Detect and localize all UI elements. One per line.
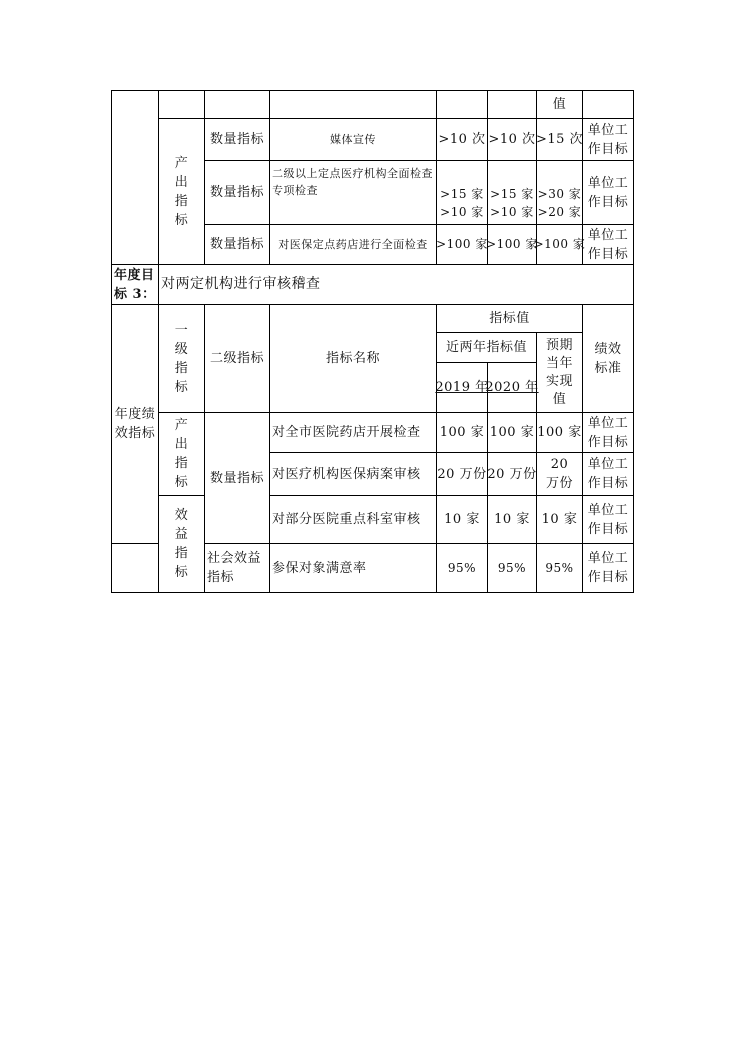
t1-r0-c8 [583, 91, 634, 119]
t2-row3-2019: 10 家 [437, 496, 488, 544]
t2-social-benefit: 社会效益指标 [205, 544, 270, 593]
t2-row4-expected: 95% [537, 544, 583, 593]
t2-row3-2020: 10 家 [488, 496, 537, 544]
t1-row2-expected: >30 家 >20 家 [537, 161, 583, 225]
t2-row3-name: 对部分医院重点科室审核 [270, 496, 437, 544]
t1-r0-c4 [270, 91, 437, 119]
t2-row4-2019: 95% [437, 544, 488, 593]
t2-row3-standard: 单位工作目标 [583, 496, 634, 544]
t1-row3-level2: 数量指标 [205, 225, 270, 265]
t2-row3-expected: 10 家 [537, 496, 583, 544]
t2-row2-expected: 20 万份 [537, 453, 583, 496]
t1-r0-c3 [205, 91, 270, 119]
header-2020: 2020 年 [488, 363, 537, 413]
t2-row4-name: 参保对象满意率 [270, 544, 437, 593]
header-expected: 预期当年实现值 [537, 333, 583, 413]
t1-row1-2019: >10 次 [437, 119, 488, 161]
header-level1: 一级指标 [159, 305, 205, 413]
t1-row3-name: 对医保定点药店进行全面检查 [270, 225, 437, 265]
header-recent-two: 近两年指标值 [437, 333, 537, 363]
t2-row1-2020: 100 家 [488, 413, 537, 453]
t1-row1-expected: >15 次 [537, 119, 583, 161]
t2-left-blank [112, 544, 159, 593]
t1-row1-standard: 单位工作目标 [583, 119, 634, 161]
t1-row3-expected: >100 家 [537, 225, 583, 265]
header-index-value: 指标值 [437, 305, 583, 333]
header-2019: 2019 年 [437, 363, 488, 413]
t2-row1-name: 对全市医院药店开展检查 [270, 413, 437, 453]
t1-row1-level2: 数量指标 [205, 119, 270, 161]
goal3-label: 年度目标 3： [112, 265, 159, 305]
goal3-text: 对两定机构进行审核稽查 [159, 265, 634, 305]
t1-row2-name: 二级以上定点医疗机构全面检查 专项检查 [270, 161, 437, 225]
t1-row1-name: 媒体宣传 [270, 119, 437, 161]
t1-r0-c2 [159, 91, 205, 119]
t2-row2-standard: 单位工作目标 [583, 453, 634, 496]
t2-quantity-indicator: 数量指标 [205, 413, 270, 544]
header-name: 指标名称 [270, 305, 437, 413]
header-level2: 二级指标 [205, 305, 270, 413]
annual-performance-label: 年度绩效指标 [112, 305, 159, 544]
t1-row3-standard: 单位工作目标 [583, 225, 634, 265]
t1-row2-standard: 单位工作目标 [583, 161, 634, 225]
t2-benefit-indicator: 效益指标 [159, 496, 205, 593]
t1-row2-2020: >15 家 >10 家 [488, 161, 537, 225]
performance-table [111, 90, 634, 593]
t2-row2-2020: 20 万份 [488, 453, 537, 496]
t1-row3-2020: >100 家 [488, 225, 537, 265]
t1-row3-2019: >100 家 [437, 225, 488, 265]
t2-row2-2019: 20 万份 [437, 453, 488, 496]
t2-row1-2019: 100 家 [437, 413, 488, 453]
t1-row1-2020: >10 次 [488, 119, 537, 161]
header-standard: 绩效标准 [583, 305, 634, 413]
t1-r0-c5 [437, 91, 488, 119]
t1-row2-level2: 数量指标 [205, 161, 270, 225]
section1-left-cell [112, 91, 159, 265]
value-label: 值 [552, 97, 567, 112]
t1-r0-c6 [488, 91, 537, 119]
t2-row2-name: 对医疗机构医保病案审核 [270, 453, 437, 496]
t2-row4-2020: 95% [488, 544, 537, 593]
t2-output-indicator: 产出指标 [159, 413, 205, 496]
t2-row4-standard: 单位工作目标 [583, 544, 634, 593]
t1-output-indicator: 产出指标 [159, 119, 205, 265]
t2-row1-expected: 100 家 [537, 413, 583, 453]
t1-row2-2019: >15 家 >10 家 [437, 161, 488, 225]
t2-row1-standard: 单位工作目标 [583, 413, 634, 453]
t1-r0-c7 [537, 91, 583, 119]
